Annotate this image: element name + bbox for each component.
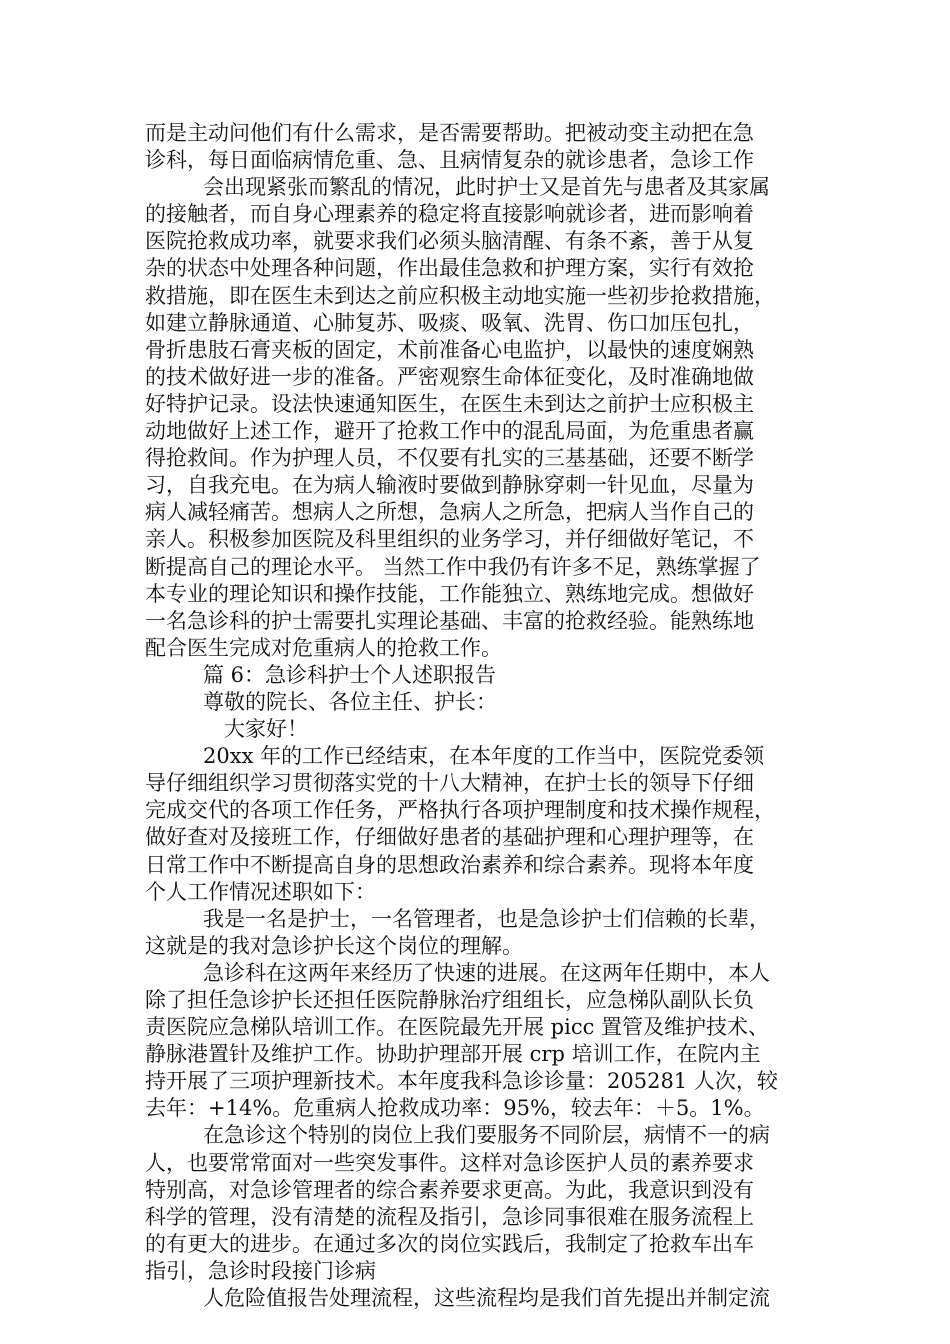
text-line: 责医院应急梯队培训工作。在医院最先开展 picc 置管及维护技术、	[145, 1015, 770, 1040]
text-line: 静脉港置针及维护工作。协助护理部开展 crp 培训工作，在院内主	[145, 1042, 761, 1067]
text-line: 持开展了三项护理新技术。本年度我科急诊诊量：205281 人次，较	[145, 1069, 778, 1094]
text-line: 配合医生完成对危重病人的抢救工作。	[145, 635, 502, 660]
text-line: 一名急诊科的护士需要扎实理论基础、丰富的抢救经验。能熟练地	[145, 608, 754, 633]
text-line: 医院抢救成功率，就要求我们必须头脑清醒、有条不紊，善于从复	[145, 229, 754, 254]
text-line: 人，也要常常面对一些突发事件。这样对急诊医护人员的素养要求	[145, 1150, 754, 1175]
text-line: 杂的状态中处理各种问题，作出最佳急救和护理方案，实行有效抢	[145, 256, 754, 281]
text-line: 亲人。积极参加医院及科里组织的业务学习，并仔细做好笔记，不	[145, 527, 754, 552]
text-line: 救措施，即在医生未到达之前应积极主动地实施一些初步抢救措施，	[145, 283, 775, 308]
text-line: 日常工作中不断提高自身的思想政治素养和综合素养。现将本年度	[145, 852, 754, 877]
text-line: 大家好！	[224, 717, 308, 742]
text-line: 做好查对及接班工作，仔细做好患者的基础护理和心理护理等，在	[145, 825, 754, 850]
text-line: 在急诊这个特别的岗位上我们要服务不同阶层，病情不一的病	[203, 1123, 770, 1148]
text-line: 篇 6：急诊科护士个人述职报告	[203, 662, 497, 687]
text-line: 指引，急诊时段接门诊病	[145, 1258, 376, 1283]
text-line: 特别高，对急诊管理者的综合素养要求更高。为此，我意识到没有	[145, 1177, 754, 1202]
text-line: 的技术做好进一步的准备。严密观察生命体征变化，及时准确地做	[145, 364, 754, 389]
text-line: 完成交代的各项工作任务，严格执行各项护理制度和技术操作规程，	[145, 798, 775, 823]
text-line: 好特护记录。设法快速通知医生，在医生未到达之前护士应积极主	[145, 391, 754, 416]
text-line: 断提高自己的理论水平。 当然工作中我仍有许多不足，熟练掌握了	[145, 554, 761, 579]
text-line: 本专业的理论知识和操作技能，工作能独立、熟练地完成。想做好	[145, 581, 754, 606]
text-line: 除了担任急诊护长还担任医院静脉治疗组组长，应急梯队副队长负	[145, 988, 754, 1012]
text-line: 个人工作情况述职如下：	[145, 879, 376, 904]
text-line: 而是主动问他们有什么需求，是否需要帮助。把被动变主动把在急	[145, 121, 754, 145]
text-line: 动地做好上述工作，避开了抢救工作中的混乱局面，为危重患者赢	[145, 419, 754, 444]
text-line: 科学的管理，没有清楚的流程及指引，急诊同事很难在服务流程上	[145, 1204, 754, 1229]
text-line: 去年：+14%。危重病人抢救成功率：95%，较去年：＋5。1%。	[145, 1096, 765, 1121]
text-line: 这就是的我对急诊护长这个岗位的理解。	[145, 933, 523, 958]
text-line: 得抢救间。作为护理人员，不仅要有扎实的三基基础，还要不断学	[145, 446, 754, 471]
text-line: 尊敬的院长、各位主任、护长：	[203, 689, 497, 714]
text-line: 的有更大的进步。在通过多次的岗位实践后，我制定了抢救车出车	[145, 1231, 754, 1256]
text-line: 诊科，每日面临病情危重、急、且病情复杂的就诊患者，急诊工作	[145, 148, 754, 173]
text-line: 20xx 年的工作已经结束，在本年度的工作当中，医院党委领	[203, 744, 765, 769]
text-line: 急诊科在这两年来经历了快速的进展。在这两年任期中，本人	[203, 960, 770, 985]
text-line: 病人减轻痛苦。想病人之所想，急病人之所急，把病人当作自己的	[145, 500, 754, 525]
text-line: 人危险值报告处理流程，这些流程均是我们首先提出并制定流	[203, 1286, 770, 1311]
text-line: 导仔细组织学习贯彻落实党的十八大精神，在护士长的领导下仔细	[145, 771, 754, 796]
text-line: 习，自我充电。在为病人输液时要做到静脉穿刺一针见血，尽量为	[145, 473, 754, 498]
text-line: 会出现紧张而繁乱的情况，此时护士又是首先与患者及其家属	[203, 175, 770, 200]
text-line: 我是一名是护士，一名管理者，也是急诊护士们信赖的长辈，	[203, 906, 770, 931]
text-line: 的接触者，而自身心理素养的稳定将直接影响就诊者，进而影响着	[145, 202, 754, 227]
text-line: 如建立静脉通道、心肺复苏、吸痰、吸氧、洗胃、伤口加压包扎，	[145, 310, 754, 335]
text-line: 骨折患肢石膏夹板的固定，术前准备心电监护，以最快的速度娴熟	[145, 337, 754, 362]
document-page	[145, 120, 825, 1312]
